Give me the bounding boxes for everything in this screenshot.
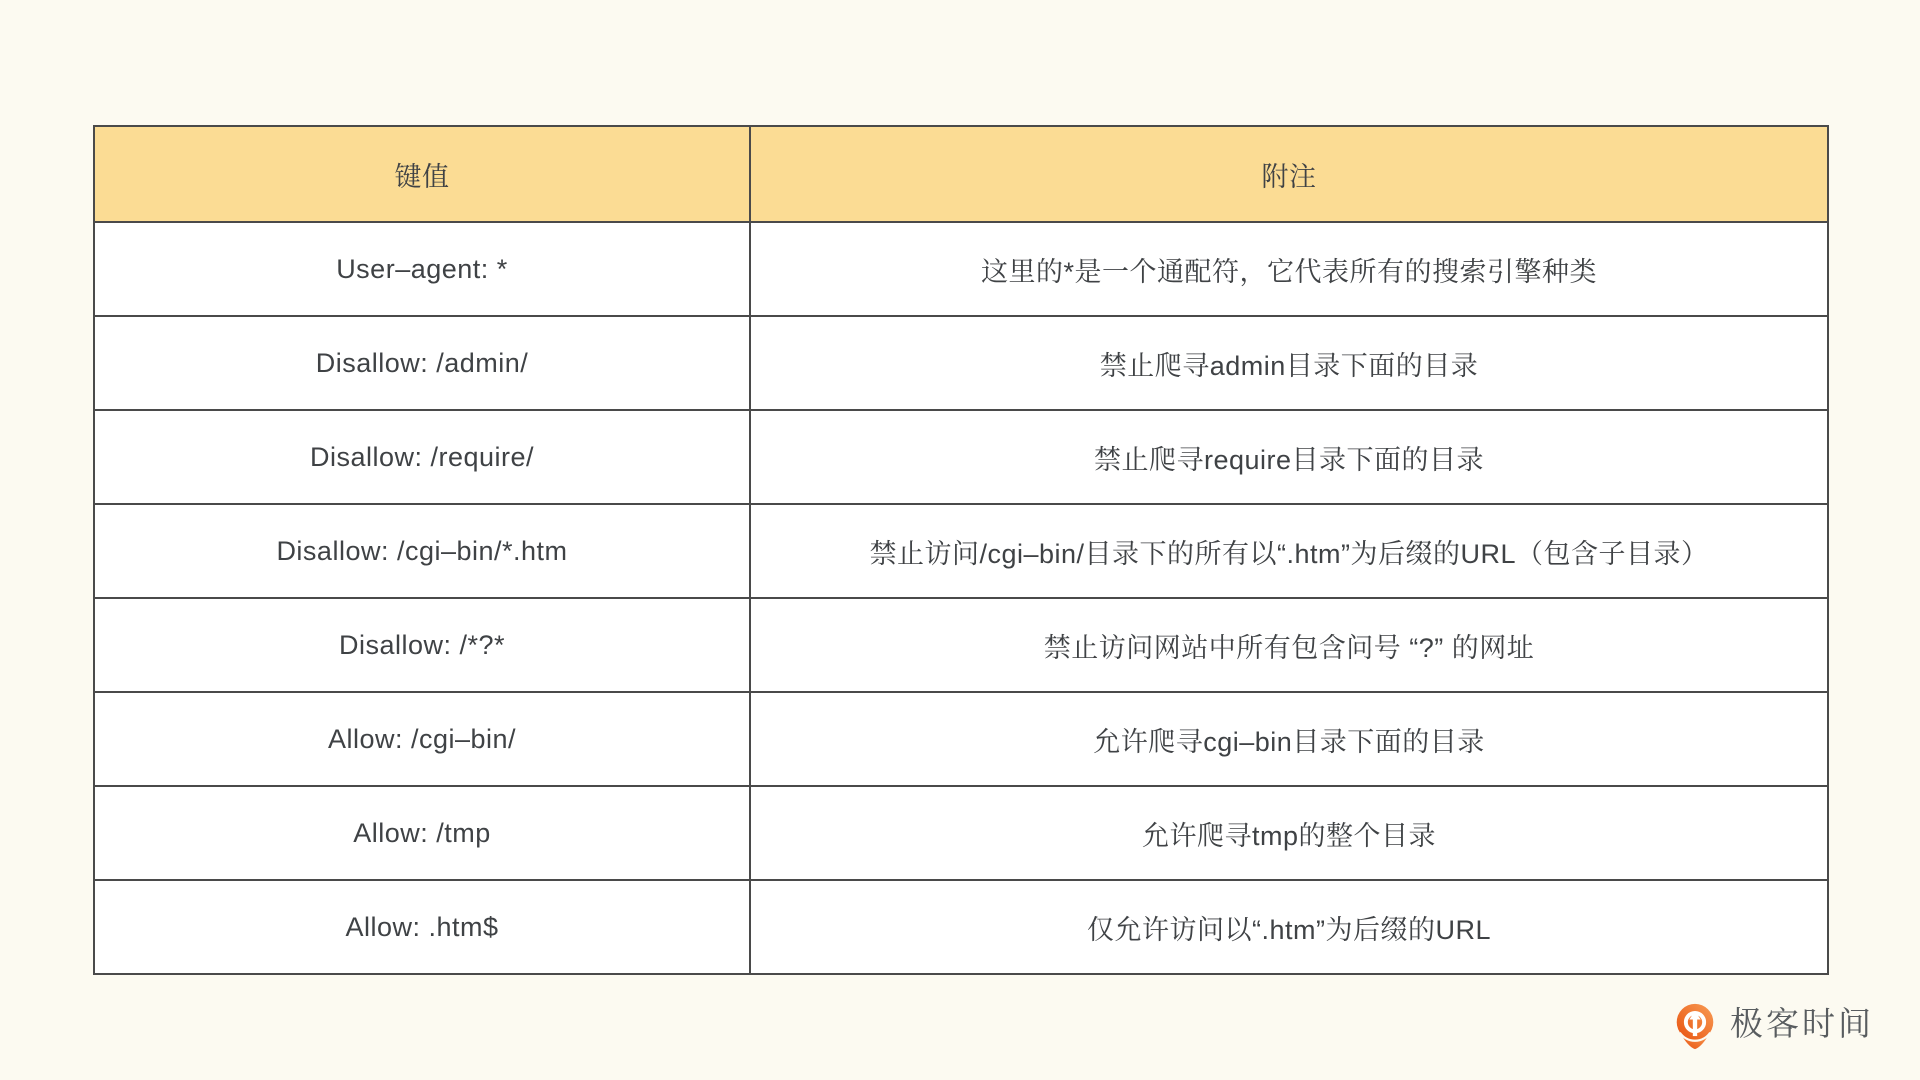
key-cell: Disallow: /require/ <box>94 410 750 504</box>
note-cell: 仅允许访问以“.htm”为后缀的URL <box>750 880 1828 974</box>
geektime-logo <box>1674 1003 1874 1050</box>
geektime-pin-icon <box>1674 1003 1716 1050</box>
key-cell: Allow: /tmp <box>94 786 750 880</box>
note-cell: 允许爬寻tmp的整个目录 <box>750 786 1828 880</box>
table-row <box>94 410 1828 504</box>
table-row <box>94 316 1828 410</box>
column-header-note: 附注 <box>750 126 1828 222</box>
table-row <box>94 598 1828 692</box>
note-cell: 允许爬寻cgi–bin目录下面的目录 <box>750 692 1828 786</box>
key-cell: User–agent: * <box>94 222 750 316</box>
table-row <box>94 222 1828 316</box>
table-row <box>94 880 1828 974</box>
header-row <box>94 126 1828 222</box>
key-cell: Allow: .htm$ <box>94 880 750 974</box>
table-row <box>94 786 1828 880</box>
table-row <box>94 692 1828 786</box>
key-cell: Allow: /cgi–bin/ <box>94 692 750 786</box>
column-header-key: 键值 <box>94 126 750 222</box>
key-cell: Disallow: /admin/ <box>94 316 750 410</box>
note-cell: 禁止爬寻admin目录下面的目录 <box>750 316 1828 410</box>
note-cell: 这里的*是一个通配符，它代表所有的搜索引擎种类 <box>750 222 1828 316</box>
key-cell: Disallow: /cgi–bin/*.htm <box>94 504 750 598</box>
note-cell: 禁止访问网站中所有包含问号 “?” 的网址 <box>750 598 1828 692</box>
robots-directives-table <box>93 125 1827 975</box>
key-cell: Disallow: /*?* <box>94 598 750 692</box>
table-row <box>94 504 1828 598</box>
note-cell: 禁止访问/cgi–bin/目录下的所有以“.htm”为后缀的URL（包含子目录） <box>750 504 1828 598</box>
geektime-logo-text: 极客时间 <box>1730 1005 1874 1042</box>
note-cell: 禁止爬寻require目录下面的目录 <box>750 410 1828 504</box>
